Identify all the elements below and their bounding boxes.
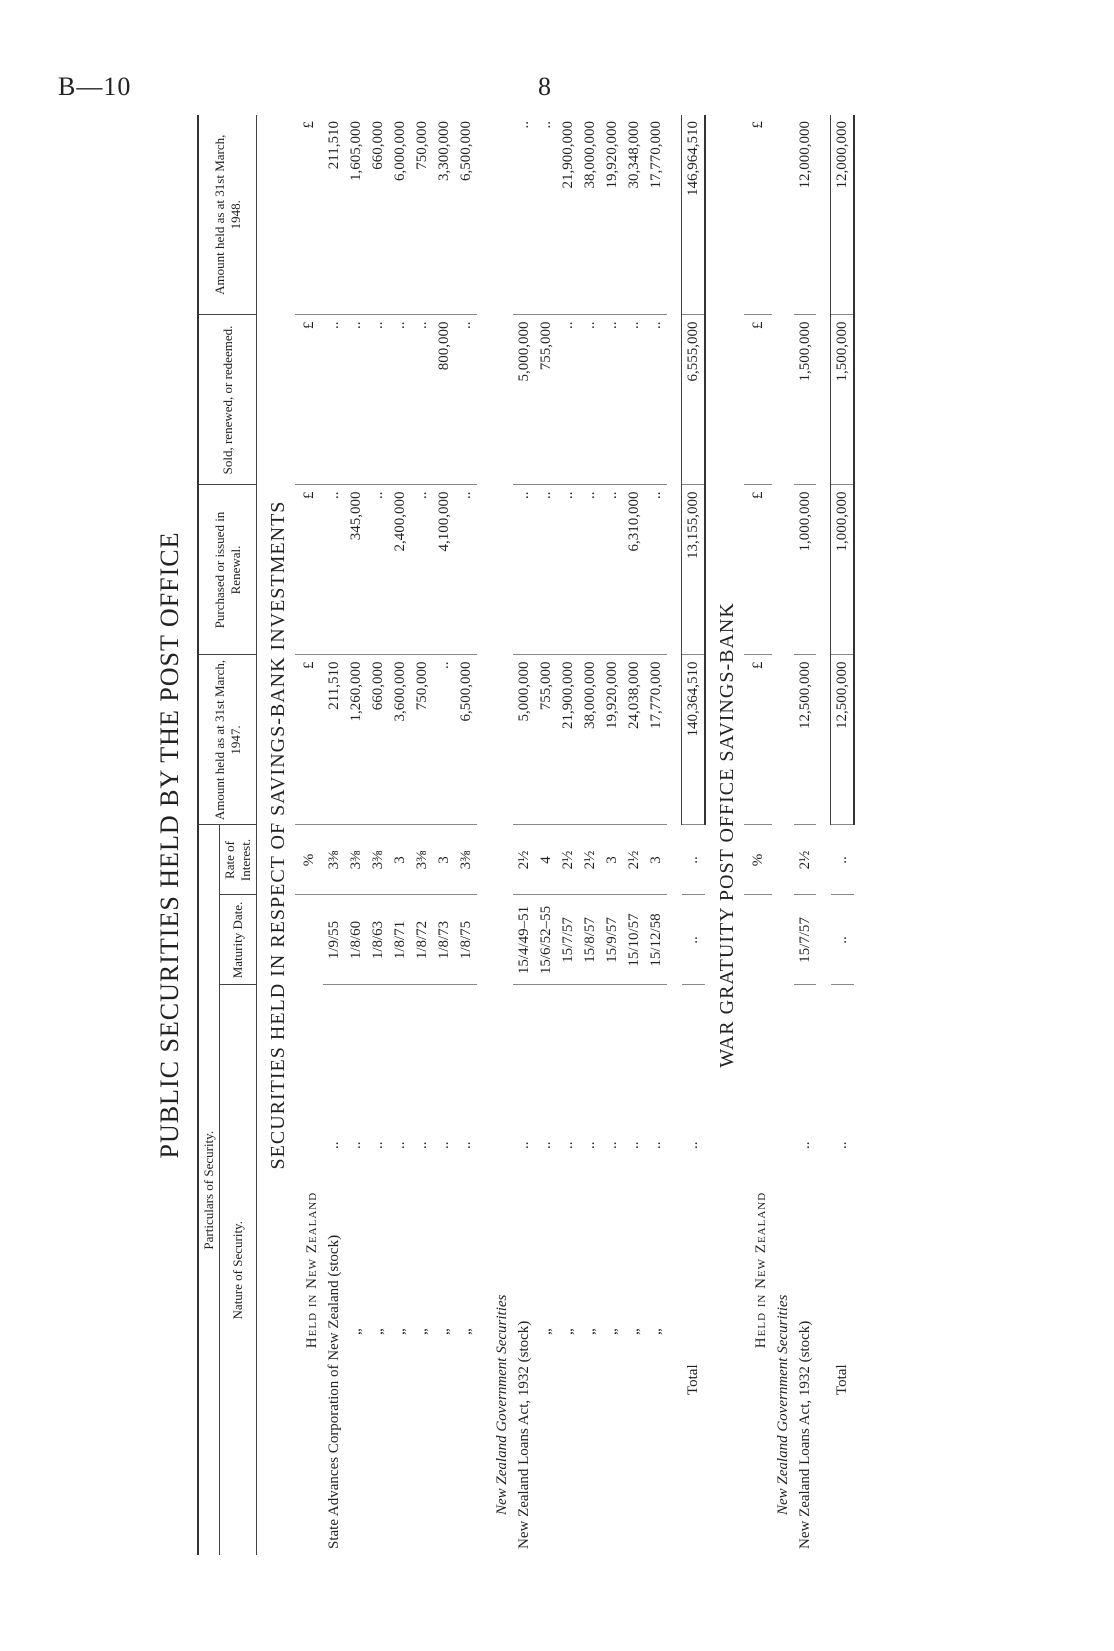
rate-cell: 2½ [623, 825, 645, 895]
total-dots: .. [834, 1141, 851, 1149]
table-row [535, 115, 557, 1555]
held-1948-cell: 17,770,000 [645, 115, 667, 315]
nature-cell: „ [348, 1328, 364, 1335]
purchased-cell: 6,310,000 [623, 485, 645, 655]
sold-cell: 1,500,000 [794, 315, 816, 485]
table-header [198, 115, 257, 1555]
nature-cell: „ [538, 1328, 554, 1335]
held-1948-header: Amount held as at 31st March, 1948. [198, 115, 257, 315]
held-1948-cell: 6,000,000 [389, 115, 411, 315]
held-1948-cell: 12,000,000 [794, 115, 816, 315]
held-1947-cell: 24,038,000 [623, 655, 645, 825]
held-1948-cell: .. [535, 115, 557, 315]
purchased-cell: .. [645, 485, 667, 655]
total-maturity: .. [831, 895, 855, 985]
held-1947-cell: 6,500,000 [455, 655, 477, 825]
held-1948-cell: 3,300,000 [433, 115, 455, 315]
sold-cell: .. [345, 315, 367, 485]
table-row [433, 115, 455, 1555]
total-sold: 6,555,000 [682, 315, 706, 485]
nature-cell: „ [626, 1328, 642, 1335]
maturity-header: Maturity Date. [220, 895, 257, 985]
dots-cell: .. [582, 1141, 598, 1149]
purchased-header: Purchased or issued in Renewal. [198, 485, 257, 655]
nature-header: Nature of Security. [220, 985, 257, 1555]
rate-cell: 3⅜ [345, 825, 367, 895]
rate-cell: 3⅜ [367, 825, 389, 895]
sold-cell: 755,000 [535, 315, 557, 485]
maturity-cell: 15/9/57 [601, 895, 623, 985]
purchased-cell: .. [411, 485, 433, 655]
nature-cell: State Advances Corporation of New Zealand (stock) [326, 1234, 342, 1549]
sold-unit: £ [295, 315, 323, 485]
total-label: Total [834, 1364, 851, 1395]
nature-cell: „ [370, 1328, 386, 1335]
rate-cell: 3 [433, 825, 455, 895]
page-title: PUBLIC SECURITIES HELD BY THE POST OFFICE [155, 531, 184, 1159]
sold-cell: .. [367, 315, 389, 485]
section1-nz-gov-heading: New Zealand Government Securities [494, 1294, 510, 1515]
dots-cell: .. [414, 1141, 430, 1149]
held-1947-header: Amount held as at 31st March, 1947. [198, 655, 257, 825]
held-1947-cell: 3,600,000 [389, 655, 411, 825]
held-1947-cell: 211,510 [323, 655, 345, 825]
rate-cell: 2½ [513, 825, 535, 895]
table-row [389, 115, 411, 1555]
nature-cell: New Zealand Loans Act, 1932 (stock) [797, 1320, 813, 1549]
section2-total-row [831, 115, 855, 1555]
section2-subheading: Held in New Zealand [753, 1191, 769, 1349]
sold-cell: .. [557, 315, 579, 485]
maturity-cell: 1/8/71 [389, 895, 411, 985]
dots-cell: .. [560, 1141, 576, 1149]
nature-cell: „ [414, 1328, 430, 1335]
nature-cell: „ [648, 1328, 664, 1335]
held-1947-cell: 17,770,000 [645, 655, 667, 825]
maturity-cell: 1/8/63 [367, 895, 389, 985]
dots-cell: .. [348, 1141, 364, 1149]
table-row [623, 115, 645, 1555]
total-maturity: .. [682, 895, 706, 985]
held-1948-cell: 38,000,000 [579, 115, 601, 315]
section1-subheading: Held in New Zealand [304, 1191, 320, 1349]
maturity-cell: 15/4/49–51 [513, 895, 535, 985]
rate-cell: 3 [645, 825, 667, 895]
held-1947-cell: 5,000,000 [513, 655, 535, 825]
sold-cell: .. [389, 315, 411, 485]
purchased-cell: .. [455, 485, 477, 655]
total-rate: .. [682, 825, 706, 895]
maturity-cell: 1/8/75 [455, 895, 477, 985]
particulars-header: Particulars of Security. [198, 825, 220, 1555]
held-1948-cell: 6,500,000 [455, 115, 477, 315]
sold-cell: 5,000,000 [513, 315, 535, 485]
maturity-cell: 1/8/73 [433, 895, 455, 985]
rate-cell: 4 [535, 825, 557, 895]
held-1948-cell: 30,348,000 [623, 115, 645, 315]
table-row [345, 115, 367, 1555]
total-held-1947: 12,500,000 [831, 655, 855, 825]
held-1948-cell: 750,000 [411, 115, 433, 315]
sold-cell: .. [623, 315, 645, 485]
held-1948-unit-2: £ [744, 115, 772, 315]
rate-cell: 3⅜ [411, 825, 433, 895]
purchased-unit: £ [295, 485, 323, 655]
purchased-cell: .. [367, 485, 389, 655]
maturity-cell: 15/12/58 [645, 895, 667, 985]
maturity-cell: 15/8/57 [579, 895, 601, 985]
purchased-unit-2: £ [744, 485, 772, 655]
section2-nz-gov-heading: New Zealand Government Securities [775, 1294, 791, 1515]
rotated-page-content [155, 105, 935, 1585]
sold-cell: .. [579, 315, 601, 485]
held-1947-cell: .. [433, 655, 455, 825]
total-held-1948: 146,964,510 [682, 115, 706, 315]
rate-cell: 2½ [794, 825, 816, 895]
sold-cell: .. [455, 315, 477, 485]
held-1947-cell: 21,900,000 [557, 655, 579, 825]
held-1947-cell: 38,000,000 [579, 655, 601, 825]
dots-cell: .. [648, 1141, 664, 1149]
total-purchased: 1,000,000 [831, 485, 855, 655]
dots-cell: .. [370, 1141, 386, 1149]
nature-cell: „ [436, 1328, 452, 1335]
rate-cell: 3 [601, 825, 623, 895]
table-body [257, 115, 855, 1555]
rate-header: Rate of Interest. [220, 825, 257, 895]
page-reference: B—10 [58, 72, 132, 101]
dots-cell: .. [538, 1141, 554, 1149]
table-row [323, 115, 345, 1555]
held-1948-cell: 21,900,000 [557, 115, 579, 315]
purchased-cell: 2,400,000 [389, 485, 411, 655]
sold-cell: .. [323, 315, 345, 485]
sold-cell: .. [411, 315, 433, 485]
rate-cell: 3 [389, 825, 411, 895]
sold-cell: .. [645, 315, 667, 485]
securities-table [197, 115, 855, 1555]
held-1948-cell: 211,510 [323, 115, 345, 315]
held-1948-cell: 19,920,000 [601, 115, 623, 315]
total-held-1948: 12,000,000 [831, 115, 855, 315]
held-1947-cell: 755,000 [535, 655, 557, 825]
held-1948-unit: £ [295, 115, 323, 315]
rate-cell: 2½ [557, 825, 579, 895]
held-1947-cell: 750,000 [411, 655, 433, 825]
nature-cell: „ [582, 1328, 598, 1335]
purchased-cell: 1,000,000 [794, 485, 816, 655]
dots-cell: .. [516, 1141, 532, 1149]
maturity-cell: 1/9/55 [323, 895, 345, 985]
sold-unit-2: £ [744, 315, 772, 485]
table-row [411, 115, 433, 1555]
nature-cell: „ [560, 1328, 576, 1335]
purchased-cell: 345,000 [345, 485, 367, 655]
table-row [455, 115, 477, 1555]
dots-cell: .. [436, 1141, 452, 1149]
maturity-cell: 15/7/57 [557, 895, 579, 985]
sold-cell: 800,000 [433, 315, 455, 485]
table-row [513, 115, 535, 1555]
rate-unit-2: % [744, 825, 772, 895]
dots-cell: .. [797, 1141, 813, 1149]
purchased-cell: .. [601, 485, 623, 655]
maturity-cell: 1/8/72 [411, 895, 433, 985]
purchased-cell: .. [579, 485, 601, 655]
held-1947-unit: £ [295, 655, 323, 825]
rate-cell: 3⅜ [323, 825, 345, 895]
table-row [579, 115, 601, 1555]
purchased-cell: 4,100,000 [433, 485, 455, 655]
held-1948-cell: 1,605,000 [345, 115, 367, 315]
purchased-cell: .. [323, 485, 345, 655]
total-purchased: 13,155,000 [682, 485, 706, 655]
dots-cell: .. [326, 1141, 342, 1149]
total-rate: .. [831, 825, 855, 895]
maturity-cell: 15/7/57 [794, 895, 816, 985]
rate-unit: % [295, 825, 323, 895]
sold-cell: .. [601, 315, 623, 485]
held-1947-unit-2: £ [744, 655, 772, 825]
dots-cell: .. [392, 1141, 408, 1149]
section1-heading: SECURITIES HELD IN RESPECT OF SAVINGS-BANK INVESTMENTS [267, 500, 289, 1170]
table-row [601, 115, 623, 1555]
maturity-cell: 1/8/60 [345, 895, 367, 985]
purchased-cell: .. [557, 485, 579, 655]
total-label: Total [685, 1364, 702, 1395]
table-row [645, 115, 667, 1555]
maturity-cell: 15/10/57 [623, 895, 645, 985]
section1-total-row [682, 115, 706, 1555]
held-1947-cell: 12,500,000 [794, 655, 816, 825]
rate-cell: 3⅜ [455, 825, 477, 895]
dots-cell: .. [458, 1141, 474, 1149]
sold-header: Sold, renewed, or redeemed. [198, 315, 257, 485]
held-1948-cell: 660,000 [367, 115, 389, 315]
dots-cell: .. [626, 1141, 642, 1149]
total-held-1947: 140,364,510 [682, 655, 706, 825]
section2-heading: WAR GRATUITY POST OFFICE SAVINGS-BANK [716, 602, 738, 1068]
held-1947-cell: 660,000 [367, 655, 389, 825]
dots-cell: .. [604, 1141, 620, 1149]
held-1948-cell: .. [513, 115, 535, 315]
table-row [794, 115, 816, 1555]
maturity-cell: 15/6/52–55 [535, 895, 557, 985]
page-number: 8 [538, 72, 552, 101]
nature-cell: „ [458, 1328, 474, 1335]
table-row [367, 115, 389, 1555]
purchased-cell: .. [513, 485, 535, 655]
total-sold: 1,500,000 [831, 315, 855, 485]
nature-cell: „ [604, 1328, 620, 1335]
nature-cell: „ [392, 1328, 408, 1335]
held-1947-cell: 1,260,000 [345, 655, 367, 825]
table-row [557, 115, 579, 1555]
total-dots: .. [685, 1141, 702, 1149]
rate-cell: 2½ [579, 825, 601, 895]
held-1947-cell: 19,920,000 [601, 655, 623, 825]
purchased-cell: .. [535, 485, 557, 655]
nature-cell: New Zealand Loans Act, 1932 (stock) [516, 1320, 532, 1549]
